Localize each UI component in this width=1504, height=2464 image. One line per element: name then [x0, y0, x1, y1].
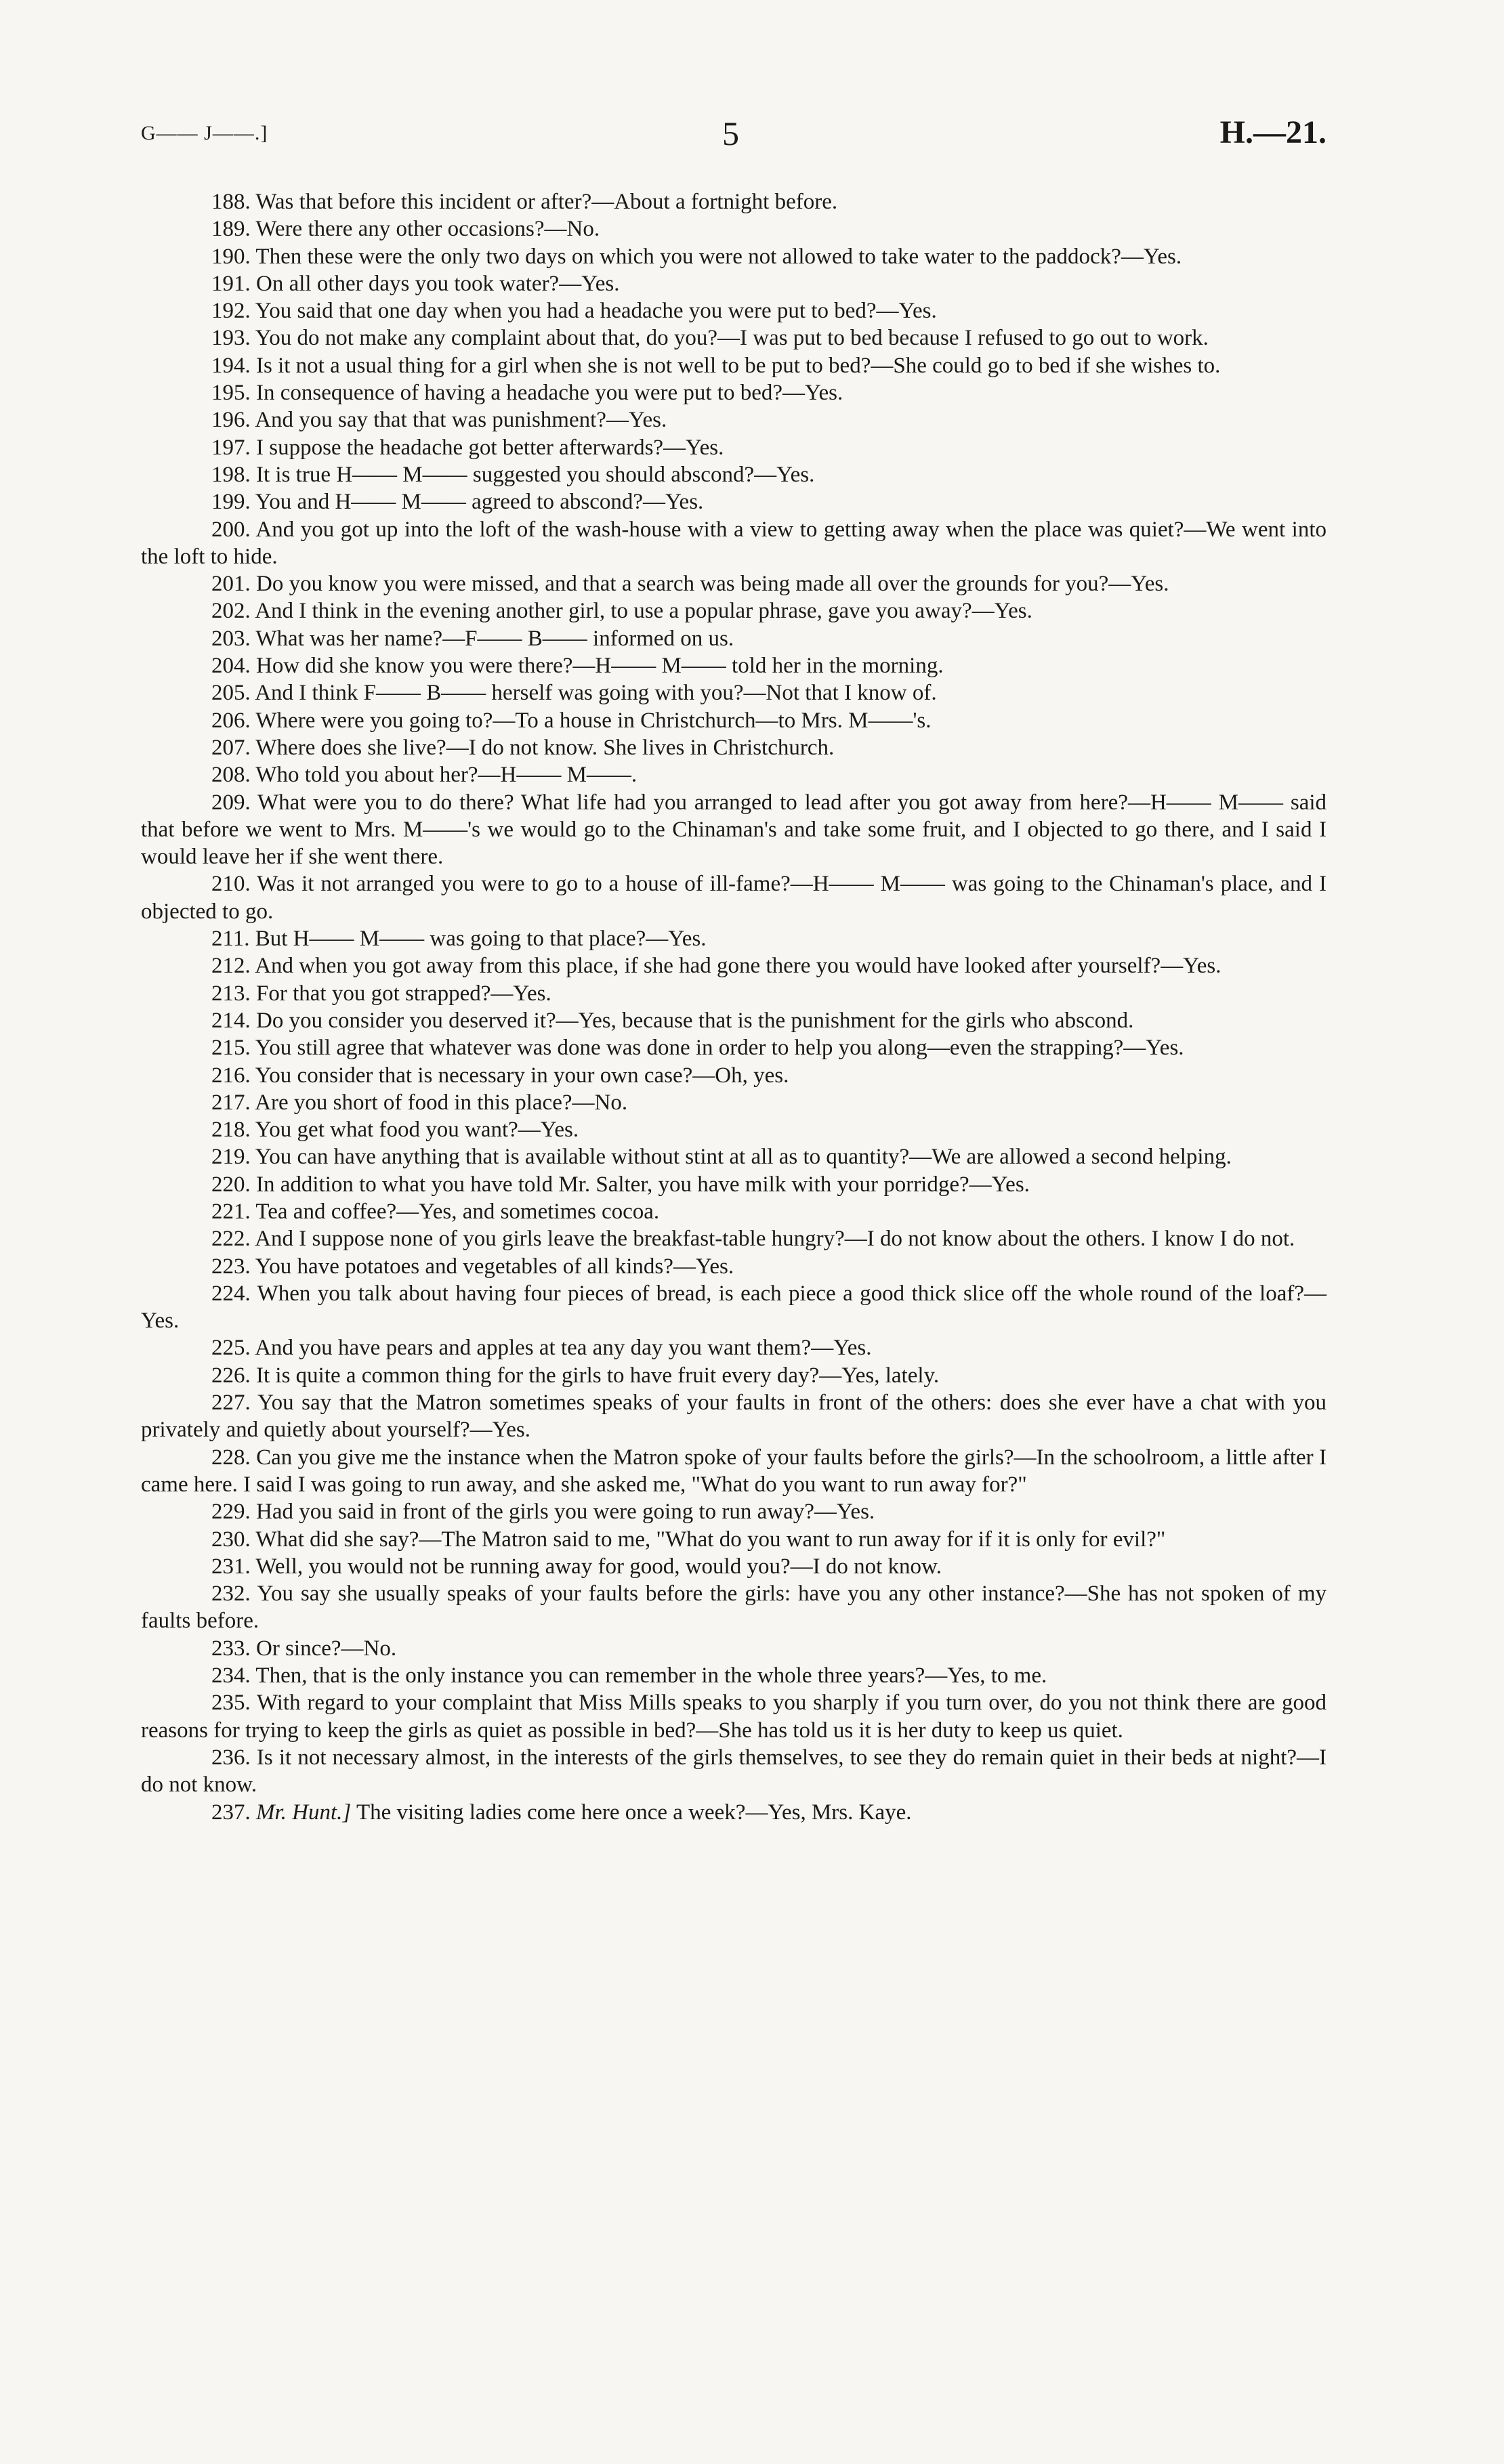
testimony-entry — [141, 679, 1327, 706]
page-number: 5 — [722, 114, 739, 152]
entry-text: In consequence of having a headache you were put to bed?—Yes. — [256, 381, 843, 406]
entry-text: With regard to your complaint that Miss Mills speaks to you sharply if you turn over, do you not think there are good reasons for trying to keep the girls as quiet as possible in bed?—She has told us it is her duty to keep us quiet. — [141, 1691, 1327, 1743]
entry-text: You still agree that whatever was done was done in order to help you along—even the strapping?—Yes. — [255, 1036, 1184, 1061]
entry-text: The visiting ladies come here once a week?—Yes, Mrs. Kaye. — [356, 1800, 912, 1825]
testimony-entry — [141, 352, 1327, 379]
entry-text: Do you consider you deserved it?—Yes, because that is the punishment for the girls who abscond. — [256, 1008, 1134, 1033]
testimony-entry — [141, 324, 1327, 352]
testimony-entry — [141, 1553, 1327, 1580]
testimony-entry — [141, 1662, 1327, 1689]
entry-number: 202. — [211, 599, 251, 624]
testimony-entry — [141, 1689, 1327, 1744]
testimony-entry — [141, 734, 1327, 761]
entry-text: Then these were the only two days on which you were not allowed to take water to the paddock?—Yes. — [255, 244, 1182, 269]
testimony-entry — [141, 570, 1327, 597]
entry-number: 203. — [211, 626, 251, 651]
entry-number: 227. — [211, 1390, 251, 1416]
entry-text: It is true H—— M—— suggested you should abscond?—Yes. — [256, 462, 815, 487]
testimony-entry — [141, 789, 1327, 871]
entry-text: You said that one day when you had a headache you were put to bed?—Yes. — [255, 299, 937, 324]
entry-text: And when you got away from this place, if she had gone there you would have looked after yourself?—Yes. — [255, 954, 1221, 979]
entry-text: How did she know you were there?—H—— M—— told her in the morning. — [256, 654, 944, 679]
entry-number: 193. — [211, 326, 251, 351]
entry-number: 232. — [211, 1581, 251, 1607]
entry-text: Was that before this incident or after?—About a fortnight before. — [255, 190, 838, 214]
testimony-entry — [141, 434, 1327, 461]
testimony-entry — [141, 1526, 1327, 1553]
entry-text: You say that the Matron sometimes speaks of your faults in front of the others: does she ever have a chat with you privately and quietly about yourself?—Yes. — [141, 1390, 1327, 1443]
entry-number: 211. — [211, 927, 250, 952]
entry-number: 219. — [211, 1145, 251, 1170]
header-right: H.—21. — [1219, 114, 1327, 150]
entry-number: 226. — [211, 1363, 251, 1388]
entry-number: 208. — [211, 763, 251, 788]
entry-text: Is it not necessary almost, in the interests of the girls themselves, to see they do remain quiet in their beds at night?—I do not know. — [141, 1745, 1327, 1798]
entry-number: 212. — [211, 954, 251, 979]
testimony-entry — [141, 1225, 1327, 1252]
testimony-entry — [141, 652, 1327, 679]
entry-text: Where were you going to?—To a house in Christchurch—to Mrs. M——'s. — [255, 708, 932, 733]
entry-text: Do you know you were missed, and that a search was being made all over the grounds for you?—Yes. — [256, 572, 1169, 597]
testimony-entry — [141, 870, 1327, 925]
testimony-body — [141, 188, 1327, 1826]
entry-text: And you got up into the loft of the wash-house with a view to getting away when the place was quiet?—We went into the loft to hide. — [141, 517, 1327, 569]
entry-number: 205. — [211, 681, 251, 706]
entry-number: 228. — [211, 1445, 251, 1470]
entry-text: Or since?—No. — [256, 1636, 397, 1661]
entry-text: You do not make any complaint about that, do you?—I was put to bed because I refused to go out to work. — [255, 326, 1209, 351]
entry-number: 210. — [211, 872, 251, 897]
testimony-entry — [141, 1362, 1327, 1389]
entry-number: 233. — [211, 1636, 251, 1661]
entry-text: Well, you would not be running away for good, would you?—I do not know. — [255, 1554, 942, 1579]
entry-text: Is it not a usual thing for a girl when she is not well to be put to bed?—She could go to bed if she wishes to. — [256, 353, 1221, 378]
speaker-label: Mr. Hunt.] — [256, 1800, 352, 1825]
entry-text: Had you said in front of the girls you were going to run away?—Yes. — [256, 1500, 875, 1525]
entry-number: 220. — [211, 1172, 251, 1197]
entry-number: 201. — [211, 572, 251, 597]
entry-number: 236. — [211, 1745, 251, 1770]
entry-text: In addition to what you have told Mr. Salter, you have milk with your porridge?—Yes. — [256, 1172, 1030, 1197]
entry-number: 191. — [211, 271, 251, 296]
testimony-entry — [141, 625, 1327, 652]
entry-text: And I suppose none of you girls leave the breakfast-table hungry?—I do not know about the others. I know I do not. — [255, 1227, 1295, 1252]
testimony-entry — [141, 925, 1327, 952]
entry-text: Were there any other occasions?—No. — [255, 217, 600, 242]
testimony-entry — [141, 1198, 1327, 1225]
testimony-entry — [141, 270, 1327, 297]
entry-text: And I think F—— B—— herself was going with you?—Not that I know of. — [255, 681, 937, 706]
entry-number: 235. — [211, 1691, 251, 1716]
testimony-entry — [141, 707, 1327, 734]
testimony-entry — [141, 488, 1327, 515]
testimony-entry — [141, 1334, 1327, 1361]
entry-number: 237. — [211, 1800, 251, 1825]
testimony-entry — [141, 188, 1327, 215]
testimony-entry — [141, 461, 1327, 488]
entry-text: What did she say?—The Matron said to me, "What do you want to run away for if it is only for evil?" — [255, 1527, 1166, 1552]
entry-number: 204. — [211, 654, 251, 679]
entry-number: 195. — [211, 381, 251, 406]
entry-text: Was it not arranged you were to go to a house of ill-fame?—H—— M—— was going to the Chinaman's place, and I objected to go. — [141, 872, 1327, 924]
entry-text: You can have anything that is available without stint at all as to quantity?—We are allowed a second helping. — [255, 1145, 1232, 1170]
entry-text: And you say that that was punishment?—Yes. — [255, 408, 667, 433]
entry-text: For that you got strapped?—Yes. — [256, 981, 551, 1006]
entry-text: You and H—— M—— agreed to abscond?—Yes. — [255, 490, 704, 515]
testimony-entry — [141, 597, 1327, 624]
testimony-entry — [141, 406, 1327, 433]
entry-text: When you talk about having four pieces of bread, is each piece a good thick slice off the whole round of the loaf?—Yes. — [141, 1281, 1327, 1334]
testimony-entry — [141, 1444, 1327, 1499]
testimony-entry — [141, 215, 1327, 242]
testimony-entry — [141, 379, 1327, 406]
header-left: G—— J——.] — [141, 122, 268, 144]
testimony-entry — [141, 516, 1327, 571]
entry-text: And you have pears and apples at tea any day you want them?—Yes. — [255, 1336, 872, 1361]
entry-number: 224. — [211, 1281, 251, 1306]
entry-text: Can you give me the instance when the Matron spoke of your faults before the girls?—In the schoolroom, a little after I came here. I said I was going to run away, and she asked me, "What do you want to run away for?" — [141, 1445, 1327, 1497]
testimony-entry — [141, 1580, 1327, 1635]
testimony-entry — [141, 1171, 1327, 1198]
entry-text: Where does she live?—I do not know. She lives in Christchurch. — [255, 735, 835, 760]
testimony-entry — [141, 297, 1327, 324]
entry-text: You say she usually speaks of your faults before the girls: have you any other instance?—She has not spoken of my faults before. — [141, 1581, 1327, 1634]
entry-text: But H—— M—— was going to that place?—Yes. — [255, 927, 707, 952]
testimony-entry — [141, 1389, 1327, 1444]
entry-text: And I think in the evening another girl, to use a popular phrase, gave you away?—Yes. — [255, 599, 1032, 624]
testimony-entry — [141, 1034, 1327, 1061]
entry-number: 234. — [211, 1663, 251, 1688]
testimony-entry — [141, 1498, 1327, 1525]
entry-number: 206. — [211, 708, 251, 733]
entry-number: 197. — [211, 435, 251, 460]
testimony-entry — [141, 952, 1327, 979]
testimony-entry — [141, 761, 1327, 788]
testimony-entry — [141, 1062, 1327, 1089]
entry-text: Who told you about her?—H—— M——. — [255, 763, 638, 788]
entry-number: 199. — [211, 490, 251, 515]
entry-text: On all other days you took water?—Yes. — [256, 271, 620, 296]
entry-number: 229. — [211, 1500, 251, 1525]
testimony-entry — [141, 1253, 1327, 1280]
entry-text: You consider that is necessary in your own case?—Oh, yes. — [255, 1063, 789, 1088]
entry-number: 230. — [211, 1527, 251, 1552]
entry-text: I suppose the headache got better afterwards?—Yes. — [256, 435, 724, 460]
testimony-entry — [141, 1007, 1327, 1034]
entry-number: 217. — [211, 1090, 251, 1115]
entry-text: You get what food you want?—Yes. — [255, 1118, 579, 1143]
entry-text: Then, that is the only instance you can remember in the whole three years?—Yes, to me. — [255, 1663, 1047, 1688]
entry-number: 200. — [211, 517, 251, 542]
entry-number: 221. — [211, 1199, 251, 1224]
entry-number: 215. — [211, 1036, 251, 1061]
entry-number: 214. — [211, 1008, 251, 1033]
entry-text: What was her name?—F—— B—— informed on us. — [255, 626, 734, 651]
entry-text: Tea and coffee?—Yes, and sometimes cocoa. — [255, 1199, 660, 1224]
testimony-entry — [141, 1280, 1327, 1335]
entry-text: Are you short of food in this place?—No. — [255, 1090, 628, 1115]
testimony-entry — [141, 1116, 1327, 1143]
document-page — [141, 0, 1327, 1826]
entry-text: What were you to do there? What life had you arranged to lead after you got away from here?—H—— M—— said that before we went to Mrs. M——'s we would go to the Chinaman's and take some fruit, and I objected to go there, and I said I would leave her if she went there. — [141, 790, 1327, 870]
testimony-entry — [141, 980, 1327, 1007]
entry-number: 218. — [211, 1118, 251, 1143]
testimony-entry — [141, 1143, 1327, 1170]
entry-number: 189. — [211, 217, 251, 242]
entry-number: 192. — [211, 299, 251, 324]
entry-number: 188. — [211, 190, 251, 214]
testimony-entry — [141, 1089, 1327, 1116]
entry-text: It is quite a common thing for the girls to have fruit every day?—Yes, lately. — [256, 1363, 940, 1388]
entry-number: 196. — [211, 408, 251, 433]
entry-number: 222. — [211, 1227, 251, 1252]
entry-number: 209. — [211, 790, 251, 815]
entry-number: 198. — [211, 462, 251, 487]
entry-number: 190. — [211, 244, 251, 269]
entry-number: 213. — [211, 981, 251, 1006]
entry-number: 225. — [211, 1336, 251, 1361]
testimony-entry — [141, 1635, 1327, 1662]
entry-number: 207. — [211, 735, 251, 760]
entry-number: 216. — [211, 1063, 251, 1088]
entry-number: 194. — [211, 353, 251, 378]
entry-number: 231. — [211, 1554, 251, 1579]
testimony-entry — [141, 1744, 1327, 1799]
testimony-entry — [141, 1799, 1327, 1826]
page-header — [141, 0, 1327, 169]
entry-text: You have potatoes and vegetables of all kinds?—Yes. — [255, 1254, 734, 1279]
entry-number: 223. — [211, 1254, 251, 1279]
testimony-entry — [141, 243, 1327, 270]
